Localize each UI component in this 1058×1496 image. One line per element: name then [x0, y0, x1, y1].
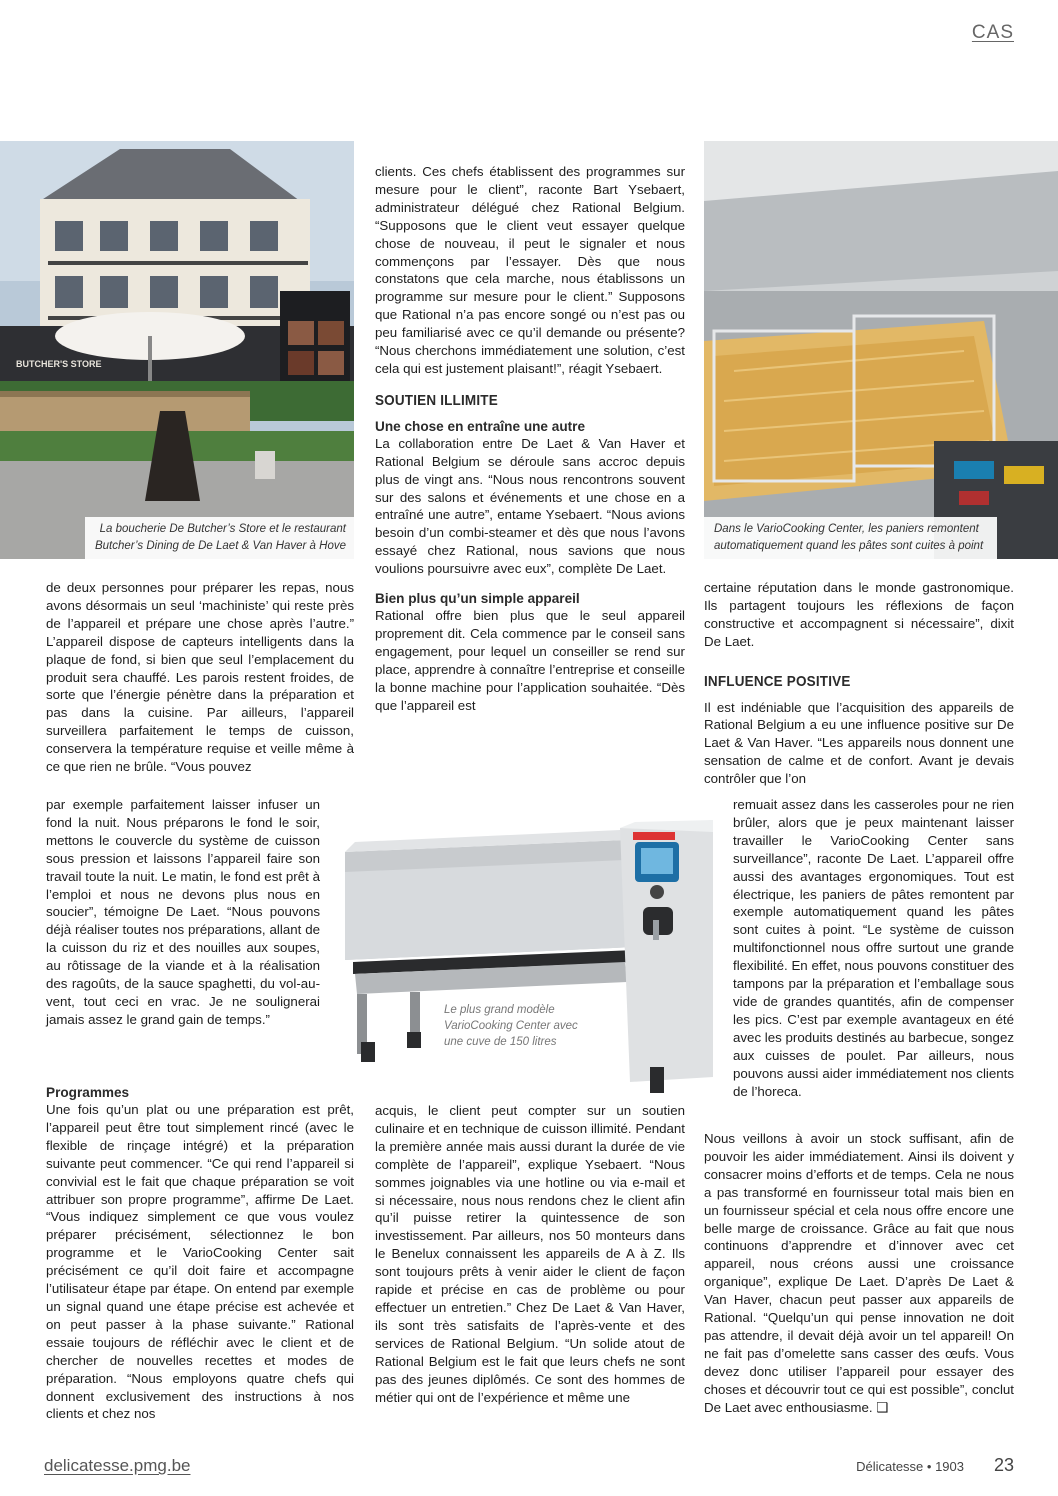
variocooking-product-photo: [335, 812, 720, 1102]
col2-paragraph-4: acquis, le client peut compter sur un soutien culinaire et en technique de cuisson illimité. Pendant la première année mais aussi durant la durée de vie complète de l’appareil”, explique Ysebaert. “Nous sommes joignables via une hotline ou via e-mail et si nécessaire, nous nous rendons chez le client afin qu’il puisse retirer la quintessence de son investissement. Par ailleurs, nos 50 monteurs dans le Benelux connaissent les appareils de A à Z. Ils sont toujours prêts à venir aider le client de façon rapide et précise en cas de problème ou pour effectuer un entretien.” Chez De Laet & Van Haver, ils sont très satisfaits de l’après-vente et des services de Rational Belgium. “Un solide atout de Rational Belgium est le fait que leurs chefs ne sont pas des jeunes diplômés. Ce sont des hommes de métier qui ont de l’expérience et même une: [375, 1103, 685, 1405]
page-number: 23: [993, 1455, 1014, 1475]
pasta-baskets-photo: [704, 141, 1058, 559]
heading-soutien-illimite: SOUTIEN ILLIMITE: [375, 391, 498, 409]
storefront-photo: [0, 141, 354, 559]
subhead-programmes: Programmes: [46, 1085, 130, 1100]
col3-paragraph-4: Nous veillons à avoir un stock suffisant, afin de pouvoir les aider immédiatement. Ainsi ils doivent y consacrer moins d’efforts et de temps. Cela ne nous a pas transformé en fournisseur total mais bien en un fournisseur spécial et cela nous offre encore une belle marge de croissance. Grâce au fait que nous continuons d’apprendre et d’innover avec cet appareil, nous créons aussi une croissance organique”, explique De Laet. D’après De Laet & Van Haver, chacun peut passer aux appareils de Rational. “Quelqu’un qui pense innovation ne doit pas attendre, il devait déjà avoir un tel appareil! On ne fait pas d’omelette sans casser des œufs. Vous devez donc utiliser l’appareil pour essayer des choses et découvrir tout ce qui est possible”, conclut De Laet avec enthousiasme. ❑: [704, 1131, 1014, 1415]
product-caption: Le plus grand modèle VarioCooking Center avec une cuve de 150 litres: [444, 1004, 578, 1048]
col1-paragraph-2: Une fois qu’un plat ou une préparation est prêt, l’appareil peut être tout simplement rincé (avec le flexible de rinçage intégré) et la préparation suivante peut commencer. “Ce qui rend l’appareil si convivial est le fait que chaque préparation se voit attribuer son propre programme”, affirme De Laet. “Vous indiquez simplement ce que vous voulez préparer précisément, sélectionnez le bon programme et le VarioCooking Center sait précisément ce qu’il doit faire et accompagne l’utilisateur étape par étape. On entend par exemple un signal quand une étape précise est achevée et on peut passer à la phase suivante.” Rational essaie toujours de réfléchir avec le client et de chercher de nouvelles recettes et modes de préparation. “Nous employons quatre chefs qui donnent exclusivement des instructions à nos clients et chez nos: [46, 1102, 354, 1422]
col2-paragraph-2: La collaboration entre De Laet & Van Haver et Rational Belgium se déroule sans accroc depuis plus de vingt ans. “Nous nous rencontrons souvent sur des salons et événements et une chose en a entraîné une autre”, entame Ysebaert. “Nous avions besoin d’un combi-steamer et dès que nous l’avons essayé chez Rational, nous savions que nous voulions poursuivre avec eux”, complète De Laet.: [375, 435, 685, 577]
storefront-caption-line-1: La boucherie De Butcher’s Store et le restaurant: [99, 523, 346, 535]
pasta-caption: [704, 517, 997, 559]
col3-paragraph-1: certaine réputation dans le monde gastronomique. Ils partagent toujours les réflexions de façon constructive et accompagnent si nécessaire”, dixit De Laet.: [704, 580, 1014, 649]
store-sign: BUTCHER'S STORE: [16, 359, 102, 369]
column-3-upper: [704, 579, 1014, 788]
col3-paragraph-3: remuait assez dans les casseroles pour ne rien brûler, alors que je peux maintenant laisser travailler le VarioCooking Center sans surveillance”, raconte De Laet. L’appareil offre aussi des avantages ergonomiques. Tout est électrique, les paniers de pâtes remontent par exemple automatiquement quand les pâtes sont cuites à point. “Le système de cuisson multifonctionnel nous offre surtout une grande flexibilité. En effet, nous pouvons constituer des tampons par la préparation et l’emballage sous vide de grandes quantités, afin de compenser les pics. C’est par exemple avantageux en été avec les produits destinés au barbecue, songez aux cuisses de poulet. Par ailleurs, nous pouvons aussi aider immédiatement nos clients de l’horeca.: [733, 797, 1014, 1099]
col1-paragraph-1b: par exemple parfaitement laisser infuser un fond la nuit. Nous préparons le fond le soir, mettons le couvercle du système de cuisson sous pression et laissons l’appareil faire son travail toute la nuit. Le matin, le fond est prêt à l’emploi et nous ne devons plus nous en soucier”, témoigne De Laet. “Nous pouvons déjà réaliser toutes nos préparations, allant de la cuisson du riz et des nouilles aux soupes, au rôtissage de la viande et à la réalisation des ragoûts, de la sauce spaghetti, du vol-au-vent, tout ceci en vrac. Je ne soulignerai jamais assez le grand gain de temps.”: [46, 797, 320, 1027]
footer-website-link[interactable]: delicatesse.pmg.be: [44, 1456, 191, 1475]
column-3-lower: [704, 1130, 1014, 1417]
column-1-upper: [46, 579, 354, 776]
column-2-lower: [375, 1102, 685, 1406]
col2-paragraph-1: clients. Ces chefs établissent des programmes sur mesure pour le client”, raconte Bart Ysebaert, administrateur délégué chez Rational Belgium. “Supposons que le client veut essayer quelque chose de nouveau, il peut le signaler et nous commençons par l’essayer. Dès que nous constatons que cela marche, nous établissons un programme sur mesure pour le client.” Supposons que Rational n’a pas encore songé ou n’est pas ou peu familiarisé avec ce qu’il demande ou présente? “Nous cherchons immédiatement une solution, c’est cela qui est justement plaisant!”, réagit Ysebaert.: [375, 164, 685, 376]
footer-issue-label: Délicatesse • 1903: [856, 1459, 964, 1474]
storefront-caption: [85, 517, 354, 559]
column-1-lower: [46, 1084, 354, 1423]
subhead-une-chose: Une chose en entraîne une autre: [375, 418, 586, 434]
section-label: CAS: [971, 22, 1014, 43]
storefront-caption-line-2: Butcher’s Dining de De Laet & Van Haver à Hove: [94, 540, 346, 552]
pasta-caption-line-2: automatiquement quand les pâtes sont cuites à point: [714, 540, 984, 552]
col2-paragraph-3: Rational offre bien plus que le seul appareil proprement dit. Cela commence par le conseil sans engagement, pour lequel un conseiller se rend sur place, apprendre à connaître l’entreprise et conseille la bonne machine pour l’application souhaitée. “Dès que l’appareil est: [375, 608, 685, 713]
col3-paragraph-2: Il est indéniable que l’acquisition des appareils de Rational Belgium a eu une influence positive sur De Laet & Van Haver. “Les appareils nous donnent une sensation de calme et de confort. Avant je devais contrôler que l’on: [704, 699, 1014, 787]
heading-influence-positive: INFLUENCE POSITIVE: [704, 672, 851, 690]
col1-paragraph-1: de deux personnes pour préparer les repas, nous avons désormais un seul ‘machiniste’ qui reste près de l’appareil et prépare une chose après l’autre.” L’appareil dispose de capteurs intelligents dans la plaque de fond, si bien que seul l’emplacement du produit sera chauffé. Les parois restent froides, de sorte que l’énergie pénètre dans la préparation et pas dans la cuisine. Par ailleurs, l’appareil surveillera parfaitement le temps de cuisson, conservera la température requise et veille même à ce que rien ne brûle. “Vous pouvez: [46, 580, 354, 775]
pasta-caption-line-1: Dans le VarioCooking Center, les paniers remontent: [714, 523, 979, 535]
column-1-middle: [46, 796, 320, 1029]
column-3-middle: [733, 796, 1014, 1100]
column-2-upper: [375, 163, 685, 714]
subhead-bien-plus: Bien plus qu’un simple appareil: [375, 591, 580, 607]
